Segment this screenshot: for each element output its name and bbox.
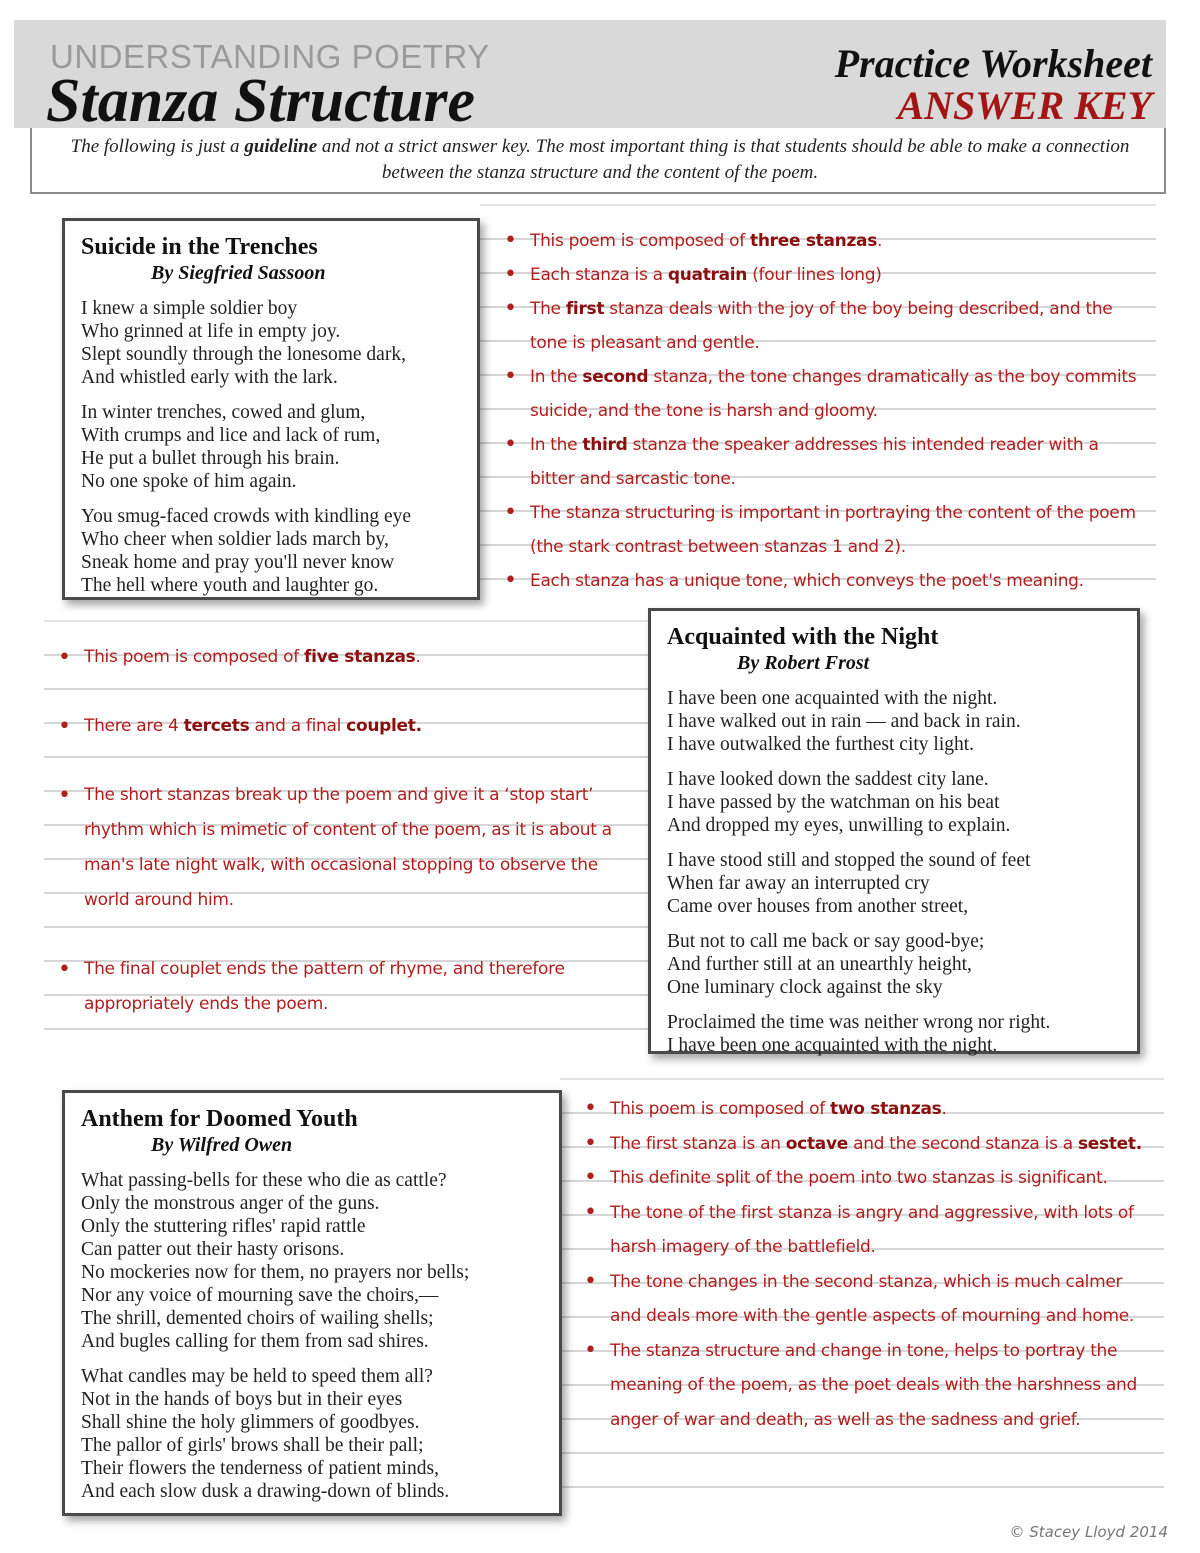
poem-line: Can patter out their hasty orisons. [81, 1239, 345, 1260]
poem-line: Shall shine the holy glimmers of goodbyes. [81, 1412, 420, 1433]
poem-line: Nor any voice of mourning save the choirs,— [81, 1285, 439, 1306]
poem-author: By Wilfred Owen [151, 1134, 293, 1156]
header-subtitle: UNDERSTANDING POETRY [50, 38, 490, 75]
poem-line: Sneak home and pray you'll never know [81, 552, 395, 573]
stanza [667, 687, 1121, 756]
poem-line: Not in the hands of boys but in their eyes [81, 1389, 403, 1410]
stanza [81, 1365, 543, 1503]
poem-line: I have stood still and stopped the sound of feet [667, 850, 1031, 871]
poem-card-owen [62, 1090, 562, 1516]
poem-line: Their flowers the tenderness of patient minds, [81, 1458, 439, 1479]
stanza [81, 401, 461, 493]
poem-line: And whistled early with the lark. [81, 367, 338, 388]
header-note: The following is just a guideline and not a strict answer key. The most important thing is that students should be able to make a connection between the stanza structure and the content of the poem. [70, 136, 1130, 183]
poem-line: Came over houses from another street, [667, 896, 969, 917]
poem-line: I have looked down the saddest city lane. [667, 769, 989, 790]
poem-line: You smug-faced crowds with kindling eye [81, 506, 412, 527]
poem-line: When far away an interrupted cry [667, 873, 930, 894]
poem-line: I have walked out in rain — and back in rain. [667, 711, 1021, 732]
poem-line: The shrill, demented choirs of wailing shells; [81, 1308, 434, 1329]
page-title: Stanza Structure [46, 67, 476, 135]
poem-line: Only the stuttering rifles' rapid rattle [81, 1216, 366, 1237]
poem-line: I knew a simple soldier boy [81, 298, 298, 319]
poem-line: The hell where youth and laughter go. [81, 575, 379, 596]
answer-item: • There are 4 tercets and a final couplet. [58, 709, 638, 744]
poem-line: What passing-bells for these who die as cattle? [81, 1170, 447, 1191]
answer-item: • The stanza structuring is important in portraying the content of the poem (the stark contrast between stanzas 1 and 2). [504, 496, 1144, 564]
answer-item: • This poem is composed of five stanzas. [58, 640, 638, 675]
stanza [667, 849, 1121, 918]
poem-line: And bugles calling for them from sad shires. [81, 1331, 429, 1352]
answer-item: • The tone changes in the second stanza, which is much calmer and deals more with the gentle aspects of mourning and home. [584, 1265, 1154, 1334]
poem-line: He put a bullet through his brain. [81, 448, 340, 469]
answer-item: • Each stanza is a quatrain (four lines long) [504, 258, 1144, 292]
poem-line: Only the monstrous anger of the guns. [81, 1193, 380, 1214]
poem-line: In winter trenches, cowed and glum, [81, 402, 366, 423]
answer-item: • The final couplet ends the pattern of rhyme, and therefore appropriately ends the poem. [58, 952, 638, 1022]
poem-line: But not to call me back or say good-bye; [667, 931, 985, 952]
answers-sassoon [504, 224, 1144, 598]
copyright: © Stacey Lloyd 2014 [1009, 1523, 1168, 1541]
guideline-emphasis: guideline [244, 136, 318, 157]
poem-card-sassoon [62, 218, 480, 600]
poem-title: Anthem for Doomed Youth [81, 1106, 358, 1132]
poem-line: I have been one acquainted with the night. [667, 1035, 998, 1056]
answer-item: • This poem is composed of two stanzas. [584, 1092, 1154, 1127]
poem-line: Who grinned at life in empty joy. [81, 321, 341, 342]
poem-line: One luminary clock against the sky [667, 977, 943, 998]
stanza [81, 297, 461, 389]
stanza [81, 505, 461, 597]
stanza [667, 768, 1121, 837]
answer-item: • In the third stanza the speaker addresses his intended reader with a bitter and sarcastic tone. [504, 428, 1144, 496]
answer-item: • Each stanza has a unique tone, which conveys the poet's meaning. [504, 564, 1144, 598]
stanza [667, 930, 1121, 999]
answer-key-label: ANSWER KEY [897, 83, 1152, 128]
poem-line: With crumps and lice and lack of rum, [81, 425, 381, 446]
poem-line: I have passed by the watchman on his beat [667, 792, 1000, 813]
poem-line: I have outwalked the furthest city light. [667, 734, 975, 755]
answers-frost [58, 640, 638, 1022]
poem-line: I have been one acquainted with the night. [667, 688, 998, 709]
poem-title: Acquainted with the Night [667, 624, 939, 650]
poem-author: By Robert Frost [737, 652, 870, 674]
poem-line: No mockeries now for them, no prayers nor bells; [81, 1262, 470, 1283]
poem-line: The pallor of girls' brows shall be their pall; [81, 1435, 424, 1456]
poem-line: No one spoke of him again. [81, 471, 297, 492]
poem-line: And each slow dusk a drawing-down of blinds. [81, 1481, 450, 1502]
answer-item: • The short stanzas break up the poem and give it a ‘stop start’ rhythm which is mimetic of content of the poem, as it is about a man's late night walk, with occasional stopping to observe the world around him. [58, 778, 638, 918]
worksheet-label: Practice Worksheet [834, 41, 1152, 86]
poem-author: By Siegfried Sassoon [151, 262, 326, 284]
poem-card-frost [648, 608, 1140, 1054]
poem-title: Suicide in the Trenches [81, 234, 318, 260]
poem-line: And dropped my eyes, unwilling to explain. [667, 815, 1011, 836]
stanza [81, 1169, 543, 1353]
poem-line: Proclaimed the time was neither wrong nor right. [667, 1012, 1051, 1033]
answer-item: • This definite split of the poem into two stanzas is significant. [584, 1161, 1154, 1196]
poem-line: And further still at an unearthly height, [667, 954, 972, 975]
answer-item: • In the second stanza, the tone changes dramatically as the boy commits suicide, and the tone is harsh and gloomy. [504, 360, 1144, 428]
answer-item: • This poem is composed of three stanzas. [504, 224, 1144, 258]
poem-line: What candles may be held to speed them all? [81, 1366, 433, 1387]
answer-item: • The first stanza deals with the joy of the boy being described, and the tone is pleasant and gentle. [504, 292, 1144, 360]
poem-line: Who cheer when soldier lads march by, [81, 529, 389, 550]
poem-line: Slept soundly through the lonesome dark, [81, 344, 406, 365]
answer-item: • The tone of the first stanza is angry and aggressive, with lots of harsh imagery of the battlefield. [584, 1196, 1154, 1265]
answer-item: • The first stanza is an octave and the second stanza is a sestet. [584, 1127, 1154, 1162]
answer-item: • The stanza structure and change in tone, helps to portray the meaning of the poem, as the poet deals with the harshness and anger of war and death, as well as the sadness and grief. [584, 1334, 1154, 1438]
stanza [667, 1011, 1121, 1057]
answers-owen [584, 1092, 1154, 1437]
